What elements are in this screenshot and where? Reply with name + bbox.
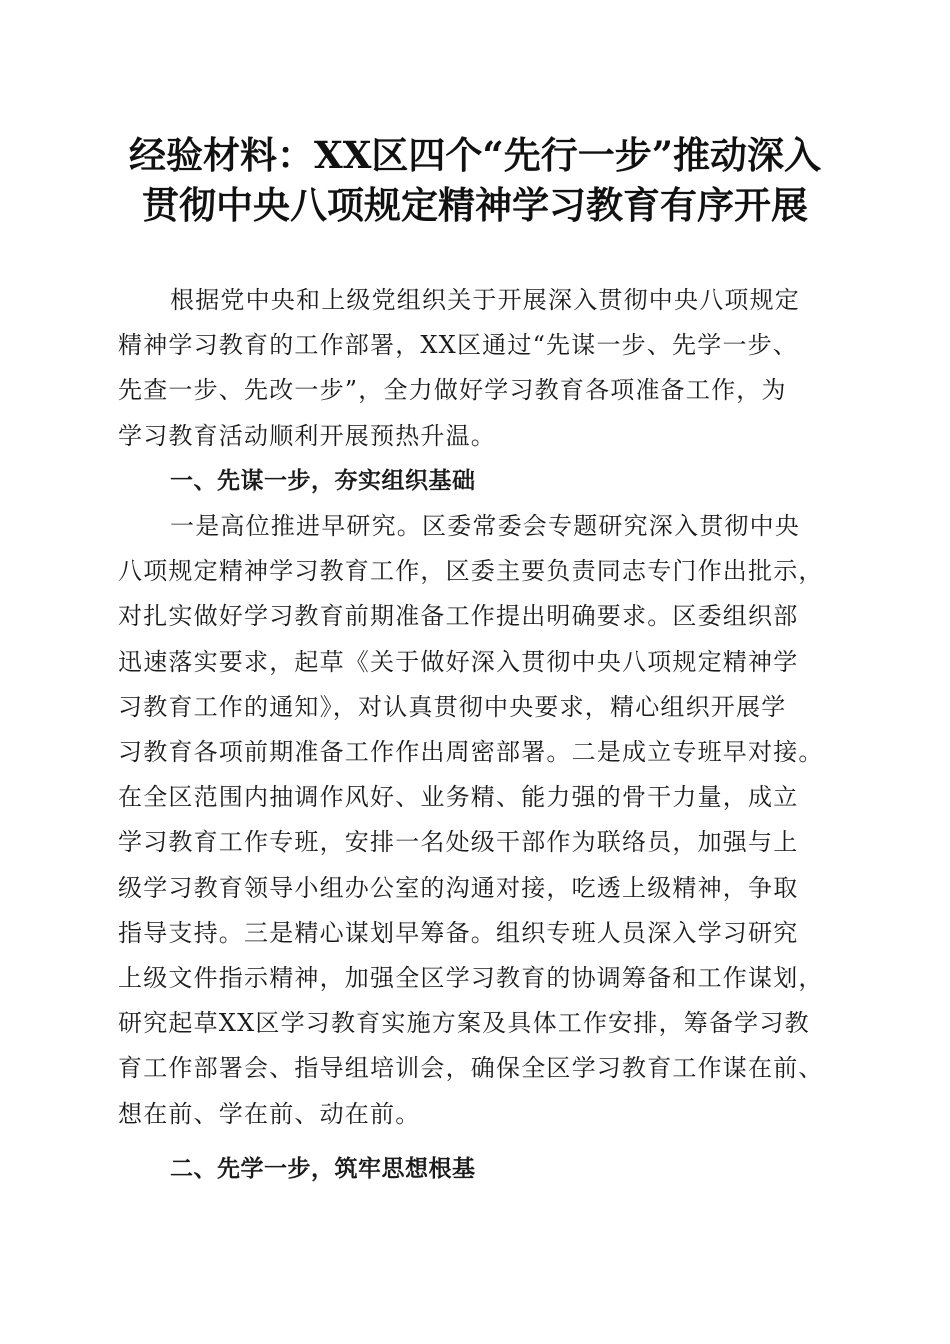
- section1-line: 迅速落实要求，起草《关于做好深入贯彻中央八项规定精神学: [118, 647, 799, 676]
- section1-line: 一是高位推进早研究。区委常委会专题研究深入贯彻中央: [170, 512, 800, 541]
- section1-line: 学习教育工作专班，安排一名处级干部作为联络员，加强与上: [118, 828, 799, 857]
- document-body: [118, 278, 830, 1192]
- intro-line: 学习教育活动顺利开展预热升温。: [118, 421, 496, 450]
- section1-line: 习教育各项前期准备工作作出周密部署。二是成立专班早对接。: [118, 738, 824, 767]
- section1-line: 在全区范围内抽调作风好、业务精、能力强的骨干力量，成立: [118, 783, 799, 812]
- section1-line: 指导支持。三是精心谋划早筹备。组织专班人员深入学习研究: [118, 918, 799, 947]
- section1-line: 想在前、学在前、动在前。: [118, 1099, 421, 1128]
- section1-line: 八项规定精神学习教育工作，区委主要负责同志专门作出批示，: [118, 557, 824, 586]
- title-line-2: 贯彻中央八项规定精神学习教育有序开展: [142, 183, 808, 227]
- title-line-1: 经验材料：XX区四个“先行一步”推动深入: [129, 133, 821, 177]
- section1-line: 育工作部署会、指导组培训会，确保全区学习教育工作谋在前、: [118, 1054, 824, 1083]
- section1-line: 对扎实做好学习教育前期准备工作提出明确要求。区委组织部: [118, 602, 799, 631]
- intro-paragraph: [118, 278, 830, 459]
- section1-line: 习教育工作的通知》，对认真贯彻中央要求，精心组织开展学: [118, 692, 787, 721]
- section-heading-2: 二、先学一步，筑牢思想根基: [170, 1155, 476, 1182]
- section1-line: 上级文件指示精神，加强全区学习教育的协调筹备和工作谋划，: [118, 964, 824, 993]
- section-heading-1: 一、先谋一步，夯实组织基础: [170, 467, 476, 494]
- intro-line: 精神学习教育的工作部署，XX区通过“先谋一步、先学一步、: [118, 331, 799, 360]
- document-title: [0, 130, 950, 230]
- intro-line: 根据党中央和上级党组织关于开展深入贯彻中央八项规定: [170, 286, 800, 314]
- section1-line: 级学习教育领导小组办公室的沟通对接，吃透上级精神，争取: [118, 873, 799, 902]
- section1-paragraph: [118, 504, 830, 1137]
- section1-line: 研究起草XX区学习教育实施方案及具体工作安排，筹备学习教: [118, 1009, 810, 1038]
- intro-line: 先查一步、先改一步”，全力做好学习教育各项准备工作，为: [118, 376, 787, 405]
